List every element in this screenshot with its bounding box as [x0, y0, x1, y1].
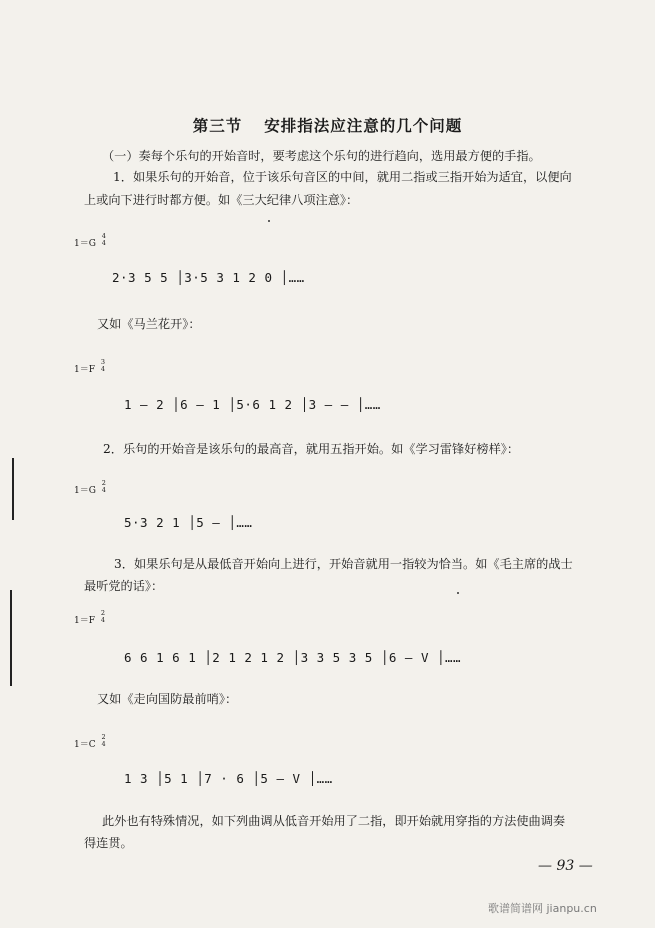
- section-title-number: 第三节: [192, 117, 243, 135]
- example2-time-signature: 3 4: [100, 357, 105, 373]
- section-title-text: 安排指法应注意的几个问题: [264, 117, 463, 135]
- paragraph-rule1-line2: 上或向下进行时都方便。如《三大纪律八项注意》：: [84, 193, 359, 207]
- example3-key-label: 1＝G: [74, 486, 96, 496]
- example2-key-label: 1＝F: [74, 365, 95, 375]
- paragraph-special-line1: 此外也有特殊情况，如下列曲调从低音开始用了二指，即开始就用穿指的方法使曲调奏: [102, 814, 566, 828]
- example4-key-label: 1＝F: [74, 616, 95, 626]
- example2-notes: 1 — 2 │6 — 1 │5·6 1 2 │3 — — │……: [124, 397, 381, 412]
- example5-notes: 1 3 │5 1 │7 · 6 │5 — V │……: [124, 771, 333, 786]
- section-title: [0, 114, 655, 136]
- paragraph-rule3-line2: 最听党的话》：: [84, 579, 164, 593]
- example3-time-signature: 2 4: [101, 478, 106, 494]
- paragraph-example2-intro: 又如《马兰花开》：: [97, 317, 201, 331]
- paragraph-rule3-line1: 3．如果乐句是从最低音开始向上进行，开始音就用一指较为恰当。如《毛主席的战士: [114, 557, 573, 571]
- example1-key: [74, 231, 106, 251]
- scan-artifact: [10, 590, 12, 686]
- example5-time-signature: 2 4: [101, 732, 106, 748]
- scan-speck: [457, 592, 459, 594]
- example4-notes: 6 6 1 6 1 │2 1 2 1 2 │3 3 5 3 5 │6 — V │……: [124, 650, 462, 665]
- example3-key: [74, 478, 106, 498]
- paragraph-intro: （一）奏每个乐句的开始音时，要考虑这个乐句的进行趋向，选用最方便的手指。: [102, 149, 541, 163]
- example4-time-signature: 2 4: [100, 608, 105, 624]
- example5-key: [74, 732, 106, 752]
- paragraph-special-line2: 得连贯。: [84, 836, 133, 850]
- example5-key-label: 1＝C: [74, 740, 96, 750]
- example1-key-label: 1＝G: [74, 239, 96, 249]
- example1-notes: 2·3 5 5 │3·5 3 1 2 0 │……: [112, 270, 305, 285]
- scan-speck: [268, 220, 270, 222]
- paragraph-rule2: 2．乐句的开始音是该乐句的最高音，就用五指开始。如《学习雷锋好榜样》：: [103, 442, 520, 456]
- watermark: 歌谱简谱网 jianpu.cn: [488, 902, 597, 915]
- scan-artifact: [12, 458, 14, 520]
- example2-key: [74, 357, 105, 377]
- example3-notes: 5·3 2 1 │5 — │……: [124, 515, 253, 530]
- paragraph-rule1-line1: 1．如果乐句的开始音，位于该乐句音区的中间，就用二指或三指开始为适宜，以便向: [113, 170, 572, 184]
- example4-key: [74, 608, 105, 628]
- paragraph-example5-intro: 又如《走向国防最前哨》：: [97, 692, 238, 706]
- example1-time-signature: 4 4: [101, 231, 106, 247]
- page-number: — 93 —: [538, 858, 593, 874]
